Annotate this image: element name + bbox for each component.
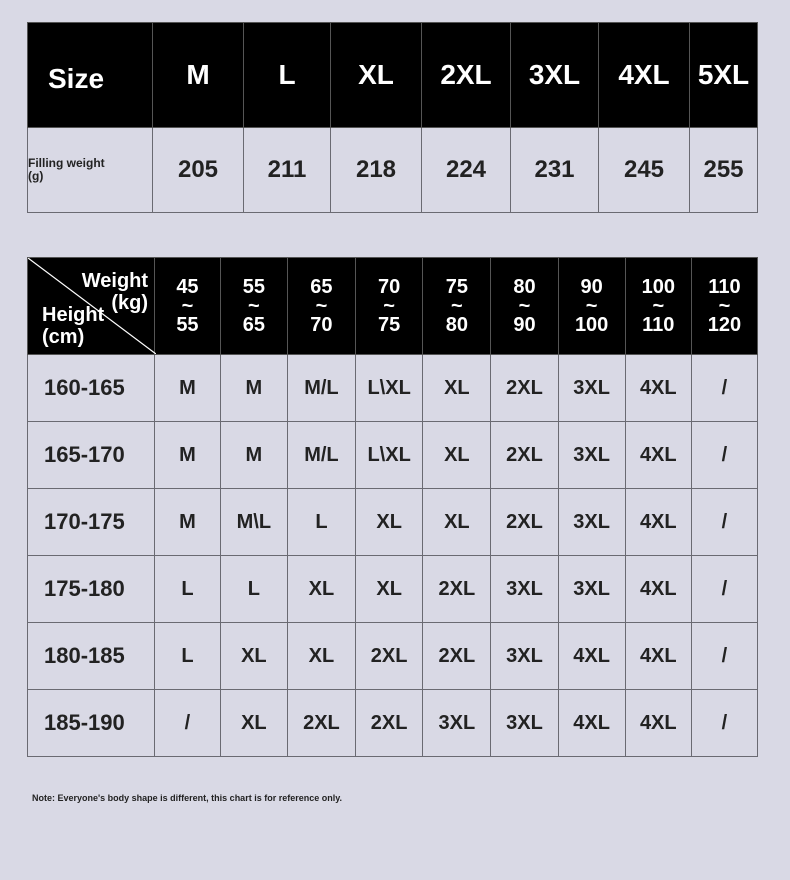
size-cell: 2XL [491,422,558,489]
weight-range-sep: ~ [718,294,731,317]
size-header-4xl: 4XL [599,23,690,128]
height-range-cell: 185-190 [28,690,155,757]
weight-range-header [423,258,491,355]
size-cell: L [220,556,287,623]
weight-range-from: 80 [513,275,536,298]
size-cell: L [155,623,221,690]
reference-note: Note: Everyone's body shape is different, this chart is for reference only. [32,793,343,803]
size-cell: 3XL [558,489,625,556]
height-range-cell: 180-185 [28,623,155,690]
size-cell: 2XL [287,690,355,757]
size-cell: 4XL [625,355,691,422]
size-cell: 2XL [491,489,558,556]
weight-range-header [287,258,355,355]
size-cell: XL [220,623,287,690]
size-cell: 2XL [355,623,422,690]
weight-range-sep: ~ [383,294,395,317]
weight-range-to: 55 [176,313,199,336]
weight-range-from: 55 [242,275,265,298]
corner-cell [28,258,155,355]
weight-header-row [28,258,758,355]
weight-range-to: 100 [574,313,609,336]
size-cell: 2XL [423,623,491,690]
size-cell: L\XL [355,355,422,422]
weight-range-sep: ~ [652,294,665,317]
weight-range-header [355,258,422,355]
weight-range-header [691,258,757,355]
table-row [28,556,758,623]
size-cell: 4XL [625,556,691,623]
table-row [28,422,758,489]
table-row [28,690,758,757]
filling-weight-m: 205 [153,128,244,213]
weight-range-to: 90 [513,313,536,336]
size-cell: XL [423,422,491,489]
size-cell: M [155,489,221,556]
height-range-cell: 175-180 [28,556,155,623]
weight-range-from: 90 [580,275,603,298]
weight-range-from: 45 [176,275,199,298]
size-cell: 2XL [355,690,422,757]
weight-range-from: 100 [641,275,675,298]
size-header-xl: XL [331,23,422,128]
weight-range-header [220,258,287,355]
size-cell: XL [423,355,491,422]
weight-range-header [155,258,221,355]
filling-weight-2xl: 224 [422,128,511,213]
size-cell: 4XL [558,690,625,757]
size-chart-table [27,257,758,757]
weight-range-sep: ~ [518,294,531,317]
size-cell: 2XL [423,556,491,623]
corner-height-line2: (cm) [42,326,85,348]
size-cell: 3XL [491,623,558,690]
weight-range-sep: ~ [315,294,328,317]
size-header-5xl: 5XL [690,23,758,128]
size-cell: 3XL [558,422,625,489]
size-cell: M\L [220,489,287,556]
weight-range-header [491,258,558,355]
filling-weight-label [28,128,153,213]
filling-weight-label-line2: (g) [28,169,44,183]
size-cell: 4XL [625,489,691,556]
weight-range-to: 120 [707,313,742,336]
weight-range-sep: ~ [181,294,194,317]
size-header-label: Size [28,23,153,128]
size-header-m: M [153,23,244,128]
table-row [28,489,758,556]
size-cell: 4XL [625,623,691,690]
size-header-2xl: 2XL [422,23,511,128]
weight-range-to: 65 [242,313,265,336]
size-cell: / [691,623,757,690]
weight-range-sep: ~ [451,294,463,317]
size-cell: 3XL [491,690,558,757]
size-header-3xl: 3XL [511,23,599,128]
size-cell: XL [423,489,491,556]
size-cell: / [691,422,757,489]
size-cell: L [155,556,221,623]
filling-weight-l: 211 [244,128,331,213]
height-range-cell: 165-170 [28,422,155,489]
weight-range-from: 65 [310,275,333,298]
size-cell: XL [355,489,422,556]
size-cell: 2XL [491,355,558,422]
size-cell: M [220,422,287,489]
size-cell: M [155,422,221,489]
table-row [28,355,758,422]
weight-range-header [558,258,625,355]
filling-weight-label-line1: Filling weight [28,156,105,170]
size-cell: L [287,489,355,556]
filling-weight-5xl: 255 [690,128,758,213]
size-header-row [28,23,758,128]
size-cell: M [220,355,287,422]
weight-range-from: 75 [445,275,468,298]
weight-range-from: 70 [378,275,401,298]
weight-range-sep: ~ [248,294,260,317]
weight-range-header [625,258,691,355]
filling-weight-4xl: 245 [599,128,690,213]
size-header-l: L [244,23,331,128]
size-cell: / [155,690,221,757]
weight-range-to: 110 [642,313,675,336]
size-cell: M/L [287,422,355,489]
size-cell: M/L [287,355,355,422]
size-cell: XL [355,556,422,623]
weight-range-to: 80 [445,313,468,336]
weight-range-to: 70 [310,313,333,336]
weight-range-sep: ~ [585,294,598,317]
height-range-cell: 170-175 [28,489,155,556]
size-cell: XL [220,690,287,757]
corner-weight-line1: Weight [81,270,149,292]
filling-weight-row [28,128,758,213]
size-cell: M [155,355,221,422]
size-cell: L\XL [355,422,422,489]
corner-height-label [42,304,104,348]
size-cell: 4XL [625,690,691,757]
size-cell: 3XL [491,556,558,623]
table-row [28,623,758,690]
size-cell: / [691,690,757,757]
filling-weight-3xl: 231 [511,128,599,213]
size-cell: XL [287,556,355,623]
size-cell: 3XL [423,690,491,757]
size-cell: / [691,355,757,422]
size-cell: 3XL [558,556,625,623]
size-cell: XL [287,623,355,690]
size-chart-body [28,355,758,757]
corner-height-line1: Height [42,304,105,326]
size-cell: 4XL [625,422,691,489]
size-cell: 4XL [558,623,625,690]
size-cell: / [691,489,757,556]
weight-range-to: 75 [378,313,401,336]
filling-weight-xl: 218 [331,128,422,213]
filling-weight-table [27,22,758,213]
corner-weight-line2: (kg) [111,292,149,314]
height-range-cell: 160-165 [28,355,155,422]
size-cell: / [691,556,757,623]
size-cell: 3XL [558,355,625,422]
weight-range-from: 110 [708,275,741,298]
